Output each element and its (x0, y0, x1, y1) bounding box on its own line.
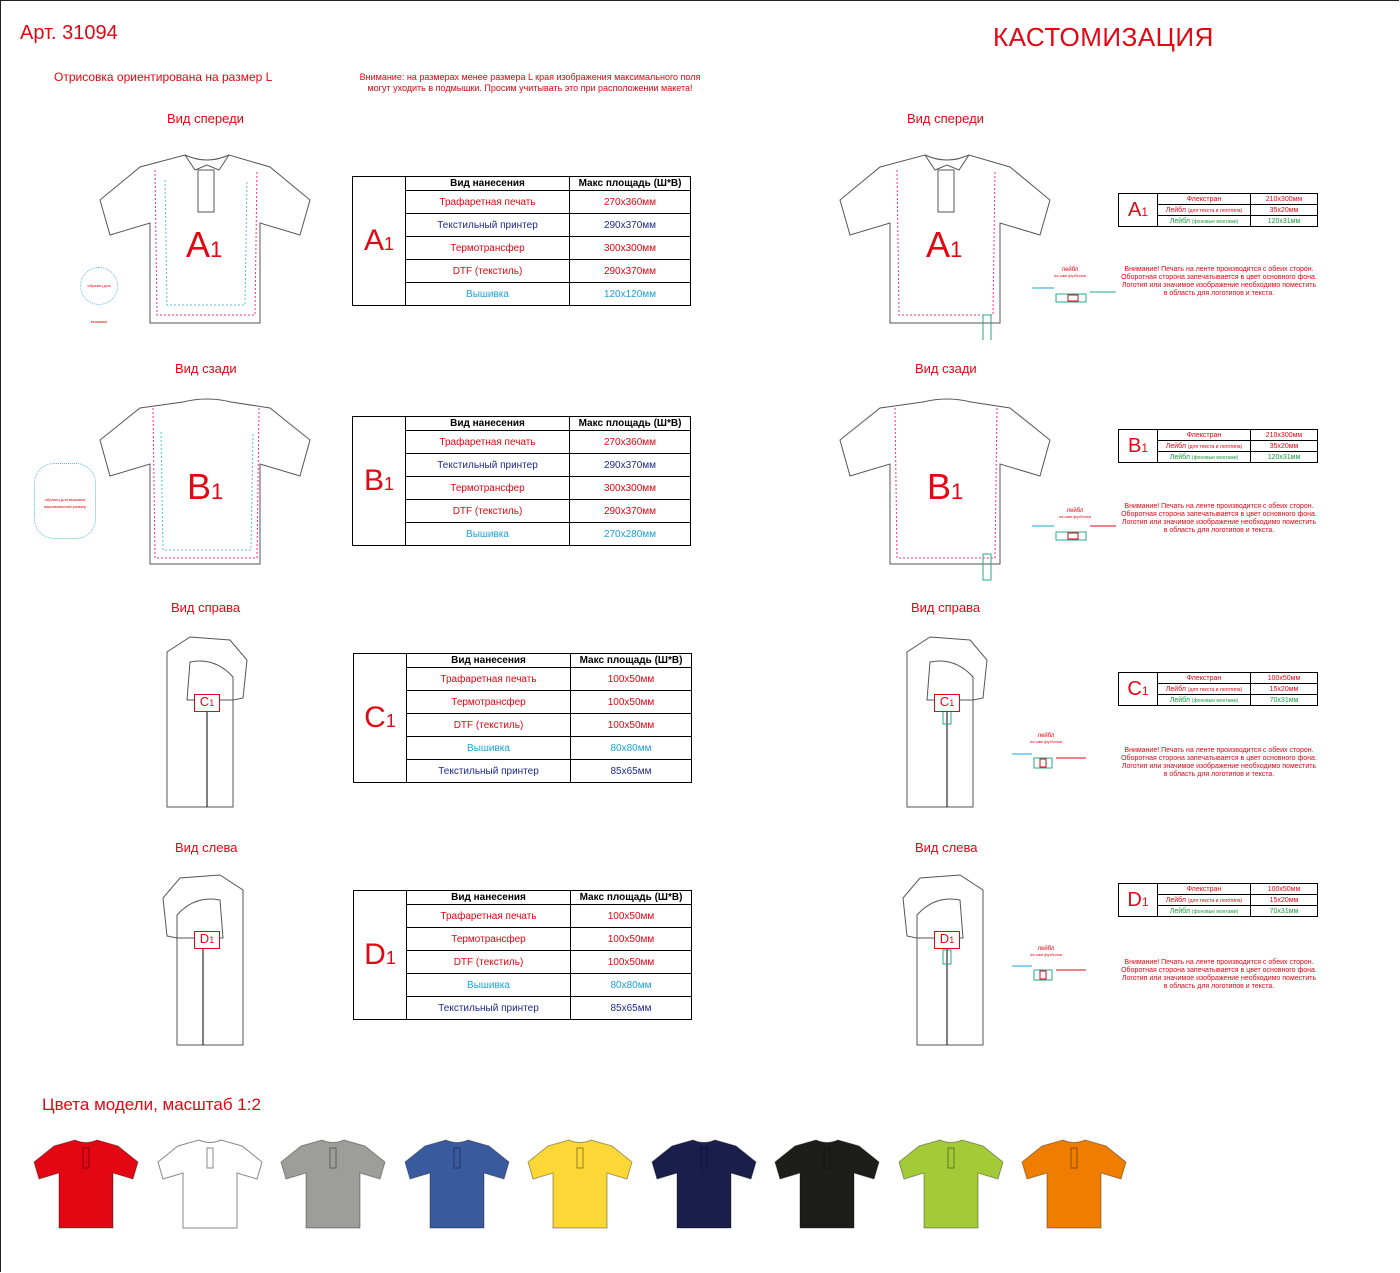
table-row: Текстильный принтер 85x65мм (354, 760, 692, 783)
custom-view-label-front: Вид спереди (907, 111, 984, 126)
table-d-header-method: Вид нанесения (407, 891, 571, 905)
table-a-zone: A1 (353, 177, 406, 306)
table-b-zone: B1 (353, 417, 406, 546)
table-row: Трафаретная печать 270x360мм (353, 431, 691, 454)
colors-title: Цвета модели, масштаб 1:2 (42, 1095, 261, 1114)
label-tag-c: лейбл на шве футболки (1030, 733, 1062, 744)
shirt-left-outline (155, 870, 255, 1048)
color-swatch-shirt (401, 1136, 513, 1232)
label-tag-a: лейбл на шве футболки (1054, 267, 1086, 278)
table-d-header-size: Макс площадь (Ш*В) (571, 891, 692, 905)
table-row: Термотрансфер 300x300мм (353, 237, 691, 260)
table-c-header-method: Вид нанесения (407, 654, 571, 668)
size-note: Отрисовка ориентирована на размер L (54, 70, 273, 84)
table-row: DTF (текстиль) 100x50мм (354, 951, 692, 974)
table-c-zone: C1 (354, 654, 407, 783)
color-swatch-shirt (1018, 1136, 1130, 1232)
custom-zone-d-box: D1 (934, 931, 960, 949)
label-diagram-c (1010, 750, 1090, 772)
custom-table-b: B1 Флекстран 210x300мм Лейбл (для текста и логотипа) 35x20мм Лейбл (фоновые монтажи) 120x31мм (1118, 429, 1318, 463)
label-diagram-a (1030, 284, 1120, 306)
table-zone-c (353, 653, 692, 783)
shirt-right-outline (155, 632, 255, 810)
custom-table-d: D1 Флекстран 100x50мм Лейбл (для текста и логотипа) 15x20мм Лейбл (фоновые монтажи) 70x31мм (1118, 883, 1318, 917)
table-zone-a (352, 176, 691, 306)
table-row: Вышивка 80x80мм (354, 737, 692, 760)
table-a-header-method: Вид нанесения (406, 177, 570, 191)
color-swatches (0, 1136, 1400, 1236)
label-diagram-b (1030, 522, 1120, 544)
custom-notice-b: Внимание! Печать на ленте производится с обеих сторон. Оборотная сторона запечатывается в цвет основного фона. Логотип или значимое изображение необходимо поместить в область для логотипов и текста. (1121, 503, 1317, 534)
color-swatch-shirt (30, 1136, 142, 1232)
label-diagram-d (1010, 962, 1090, 984)
zone-c-box: C1 (194, 694, 220, 712)
view-label-right: Вид справа (171, 600, 241, 615)
view-label-front: Вид спереди (167, 111, 244, 126)
table-row: Термотрансфер 100x50мм (354, 928, 692, 951)
table-d-zone: D1 (354, 891, 407, 1020)
zone-b-label: B1 (187, 466, 224, 507)
table-row: Вышивка 80x80мм (354, 974, 692, 997)
custom-table-a: A1 Флекстран 210x300мм Лейбл (для текста и логотипа) 35x20мм Лейбл (фоновые монтажи) 120x31мм (1118, 193, 1318, 227)
table-b-header-method: Вид нанесения (406, 417, 570, 431)
label-tag-b: лейбл на шве футболки (1059, 508, 1091, 519)
table-row: Термотрансфер 300x300мм (353, 477, 691, 500)
article-number: Арт. 31094 (20, 22, 118, 44)
color-swatch-shirt (648, 1136, 760, 1232)
customization-title: КАСТОМИЗАЦИЯ (993, 22, 1214, 52)
table-row: DTF (текстиль) 100x50мм (354, 714, 692, 737)
color-swatch-shirt (771, 1136, 883, 1232)
embroidery-sample-front: образец для вышивки (80, 267, 118, 305)
custom-zone-a-label: A1 (926, 224, 963, 265)
custom-view-label-left: Вид слева (915, 840, 978, 855)
table-row: Текстильный принтер 290x370мм (353, 454, 691, 477)
custom-table-c: C1 Флекстран 100x50мм Лейбл (для текста и логотипа) 15x20мм Лейбл (фоновые монтажи) 70x31мм (1118, 672, 1318, 706)
table-zone-d (353, 890, 692, 1020)
table-row: Трафаретная печать 100x50мм (354, 905, 692, 928)
table-row: Вышивка 120x120мм (353, 283, 691, 306)
table-row: DTF (текстиль) 290x370мм (353, 260, 691, 283)
embroidery-sample-back: образец для вышивки максимальный размер (34, 463, 96, 539)
custom-notice-d: Внимание! Печать на ленте производится с обеих сторон. Оборотная сторона запечатывается в цвет основного фона. Логотип или значимое изображение необходимо поместить в область для логотипов и текста. (1121, 959, 1317, 990)
size-warning: Внимание: на размерах менее размера L края изображения максимального поля могут уходить в подмышки. Просим учитывать это при расположении макета! (359, 72, 701, 93)
table-row: DTF (текстиль) 290x370мм (353, 500, 691, 523)
table-c-header-size: Макс площадь (Ш*В) (571, 654, 692, 668)
custom-notice-a: Внимание! Печать на ленте производится с обеих сторон. Оборотная сторона запечатывается в цвет основного фона. Логотип или значимое изображение необходимо поместить в область для логотипов и текста. (1121, 266, 1317, 297)
table-row: Текстильный принтер 290x370мм (353, 214, 691, 237)
label-tag-d: лейбл на шве футболки (1030, 946, 1062, 957)
custom-zone-c-box: C1 (934, 694, 960, 712)
table-zone-b (352, 416, 691, 546)
color-swatch-shirt (895, 1136, 1007, 1232)
table-a-header-size: Макс площадь (Ш*В) (570, 177, 691, 191)
table-row: Вышивка 270x280мм (353, 523, 691, 546)
custom-shirt-left-outline (895, 870, 995, 1048)
view-label-left: Вид слева (175, 840, 238, 855)
custom-notice-c: Внимание! Печать на ленте производится с обеих сторон. Оборотная сторона запечатывается в цвет основного фона. Логотип или значимое изображение необходимо поместить в область для логотипов и текста. (1121, 747, 1317, 778)
view-label-back: Вид сзади (175, 361, 237, 376)
table-row: Текстильный принтер 85x65мм (354, 997, 692, 1020)
color-swatch-shirt (277, 1136, 389, 1232)
table-row: Термотрансфер 100x50мм (354, 691, 692, 714)
table-row: Трафаретная печать 270x360мм (353, 191, 691, 214)
custom-shirt-right-outline (895, 632, 995, 810)
table-row: Трафаретная печать 100x50мм (354, 668, 692, 691)
custom-zone-b-label: B1 (927, 466, 964, 507)
color-swatch-shirt (524, 1136, 636, 1232)
zone-a-label: A1 (186, 224, 223, 265)
custom-view-label-back: Вид сзади (915, 361, 977, 376)
color-swatch-shirt (154, 1136, 266, 1232)
custom-view-label-right: Вид справа (911, 600, 981, 615)
table-b-header-size: Макс площадь (Ш*В) (570, 417, 691, 431)
zone-d-box: D1 (194, 931, 220, 949)
